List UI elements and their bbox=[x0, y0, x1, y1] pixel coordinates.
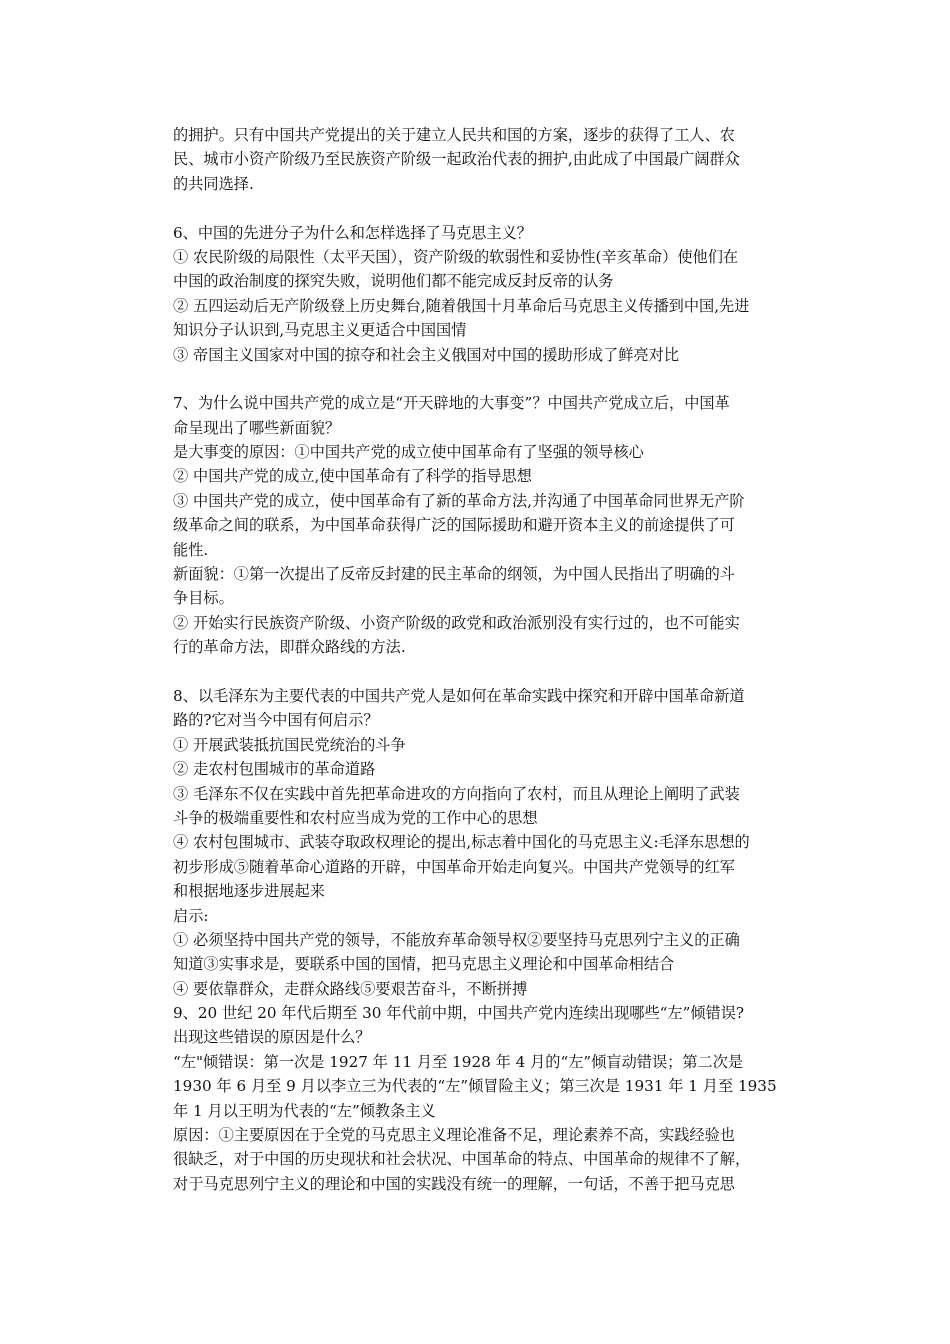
text-line: 7、为什么说中国共产党的成立是“开天辟地的大事变”？中国共产党成立后，中国革 bbox=[173, 394, 730, 413]
text-line: 级革命之间的联系，为中国革命获得广泛的国际援助和避开资本主义的前途提供了可 bbox=[173, 516, 735, 535]
paragraph-gap bbox=[173, 660, 813, 684]
text-line: 民、城市小资产阶级乃至民族资产阶级一起政治代表的拥护,由此成了中国最广阔群众 bbox=[173, 150, 740, 169]
text-line: 命呈现出了哪些新面貌？ bbox=[173, 418, 341, 437]
text-line: ③ 中国共产党的成立，使中国革命有了新的革命方法,并沟通了中国革命同世界无产阶 bbox=[173, 491, 745, 510]
text-line: 启示: bbox=[173, 906, 209, 925]
text-line: 出现这些错误的原因是什么？ bbox=[173, 1028, 371, 1047]
text-line: 年 1 月以王明为代表的“左”倾教条主义 bbox=[173, 1101, 436, 1120]
text-line: 新面貌：①第一次提出了反帝反封建的民主革命的纲领，为中国人民指出了明确的斗 bbox=[173, 565, 735, 584]
text-line: 9、20 世纪 20 年代后期至 30 年代前中期，中国共产党内连续出现哪些“左”倾错误? bbox=[173, 1004, 745, 1023]
text-line: ④ 要依靠群众，走群众路线⑤要艰苦奋斗，不断拼搏 bbox=[173, 979, 528, 998]
text-line: ③ 帝国主义国家对中国的掠夺和社会主义俄国对中国的援助形成了鲜亮对比 bbox=[173, 345, 680, 364]
document-body bbox=[173, 123, 813, 1196]
text-line: 知识分子认识到,马克思主义更适合中国国情 bbox=[173, 321, 467, 340]
text-line: ① 必须坚持中国共产党的领导，不能放弃革命领导权②要坚持马克思列宁主义的正确 bbox=[173, 930, 740, 949]
text-line: 和根据地逐步进展起来 bbox=[173, 882, 325, 901]
text-line: 能性. bbox=[173, 540, 209, 559]
text-line: 1930 年 6 月至 9 月以李立三为代表的“左”倾冒险主义；第三次是 1931 年 1 月至 1935 bbox=[173, 1077, 777, 1096]
text-line: ② 五四运动后无产阶级登上历史舞台,随着俄国十月革命后马克思主义传播到中国,先进 bbox=[173, 296, 750, 315]
text-line: 中国的政治制度的探究失败，说明他们都不能完成反封反帝的认务 bbox=[173, 272, 614, 291]
paragraph-gap bbox=[173, 196, 813, 220]
text-line: 斗争的极端重要性和农村应当成为党的工作中心的思想 bbox=[173, 808, 538, 827]
text-line: 很缺乏，对于中国的历史现状和社会状况、中国革命的特点、中国革命的规律不了解， bbox=[173, 1150, 751, 1169]
text-line: 的拥护。只有中国共产党提出的关于建立人民共和国的方案，逐步的获得了工人、农 bbox=[173, 126, 735, 144]
text-line: 争目标。 bbox=[173, 589, 234, 608]
text-line: ② 开始实行民族资产阶级、小资产阶级的政党和政治派别没有实行过的，也不可能实 bbox=[173, 613, 740, 632]
text-line: 初步形成⑤随着革命心道路的开辟，中国革命开始走向复兴。中国共产党领导的红军 bbox=[173, 857, 735, 876]
text-line: “左"倾错误：第一次是 1927 年 11 月至 1928 年 4 月的“左”倾盲动错误；第二次是 bbox=[173, 1052, 744, 1071]
text-line: ① 农民阶级的局限性（太平天国），资产阶级的软弱性和妥协性(辛亥革命）使他们在 bbox=[173, 247, 739, 266]
text-line: ③ 毛泽东不仅在实践中首先把革命进攻的方向指向了农村，而且从理论上阐明了武装 bbox=[173, 784, 740, 803]
text-line: ② 中国共产党的成立,使中国革命有了科学的指导思想 bbox=[173, 467, 532, 486]
text-line: 知道③实事求是，要联系中国的国情，把马克思主义理论和中国革命相结合 bbox=[173, 955, 675, 974]
text-line: ① 开展武装抵抗国民党统治的斗争 bbox=[173, 735, 406, 754]
text-line: ④ 农村包围城市、武装夺取政权理论的提出,标志着中国化的马克思主义:毛泽东思想的 bbox=[173, 833, 750, 852]
text-line: 原因：①主要原因在于全党的马克思主义理论准备不足，理论素养不高，实践经验也 bbox=[173, 1126, 735, 1145]
text-line: 是大事变的原因：①中国共产党的成立使中国革命有了坚强的领导核心 bbox=[173, 443, 644, 462]
text-line: 8、以毛泽东为主要代表的中国共产党人是如何在革命实践中探究和开辟中国革命新道 bbox=[173, 686, 745, 705]
text-line: 路的?它对当今中国有何启示？ bbox=[173, 711, 379, 730]
text-line: 的共同选择. bbox=[173, 174, 254, 193]
text-line: ② 走农村包围城市的革命道路 bbox=[173, 760, 376, 779]
text-line: 行的革命方法，即群众路线的方法. bbox=[173, 638, 406, 657]
paragraph-gap bbox=[173, 367, 813, 391]
text-line: 对于马克思列宁主义的理论和中国的实践没有统一的理解，一句话，不善于把马克思 bbox=[173, 1174, 735, 1193]
text-line: 6、中国的先进分子为什么和怎样选择了马克思主义？ bbox=[173, 223, 532, 242]
